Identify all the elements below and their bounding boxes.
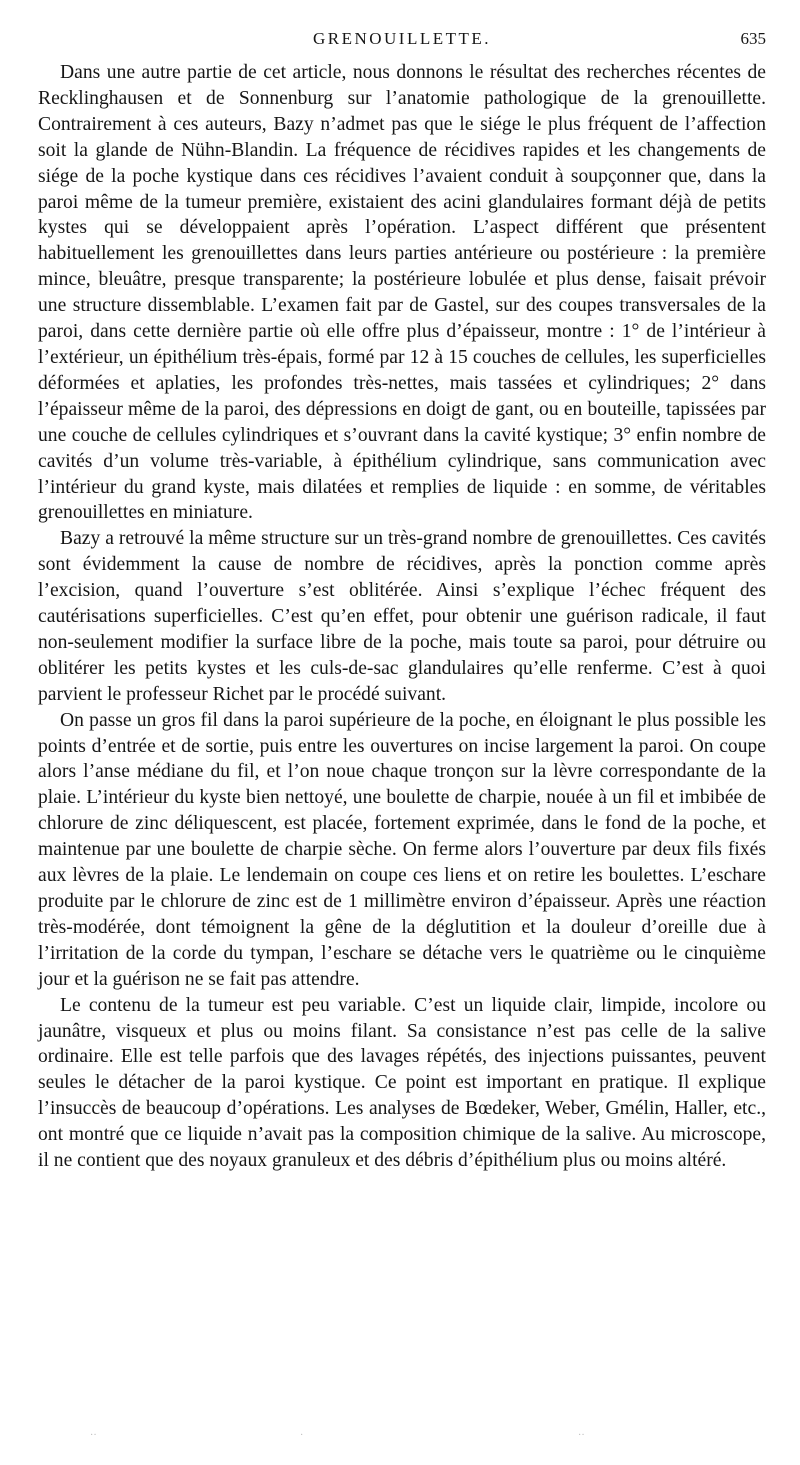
paragraph-2: Bazy a retrouvé la même structure sur un très-grand nombre de grenouillettes. Ces cavités sont évidemment la cause de nombre de récidives, après la ponction comme après l’excision, quand l’ouverture s’est oblitérée. Ainsi s’explique l’échec fréquent des cautérisations superficielles. C’est qu’en effet, pour obtenir une guérison radicale, il faut non-seulement modifier la surface libre de la poche, mais toute sa paroi, pour détruire ou oblitérer les petits kystes et les culs-de-sac glandulaires qu’elle renferme. C’est à quoi parvient le professeur Richet par le procédé suivant. [38,528,766,705]
running-title: GRENOUILLETTE. [312,29,492,48]
scan-speck: · [300,1430,304,1441]
book-page [38,26,766,1174]
running-head [38,26,766,60]
paragraph-1: Dans une autre partie de cet article, nous donnons le résultat des recherches récentes de Recklinghausen et de Sonnenburg sur l’anatomie pathologique de la grenouillette. Contrairement à ces auteurs, Bazy n’admet pas que le siége le plus fréquent de l’affection soit la glande de Nühn-Blandin. La fréquence de récidives rapides et les changements de siége de la poche kystique dans ces récidives l’avaient conduit à soupçonner que, dans la paroi même de la tumeur première, existaient des acini glandulaires formant déjà de petits kystes qui se développaient après l’opération. L’aspect différent que présentent habituellement les grenouillettes dans leurs parties antérieure ou postérieure : la première mince, bleuâtre, presque transparente; la postérieure lobulée et plus dense, faisait prévoir une structure dissemblable. L’examen fait par de Gastel, sur des coupes transversales de la paroi, dans cette dernière partie où elle offre plus d’épaisseur, montre : 1° de l’intérieur à l’extérieur, un épithélium très-épais, formé par 12 à 15 couches de cellules, les superficielles déformées et aplaties, les profondes très-nettes, mais tassées et cylindriques; 2° dans l’épaisseur même de la paroi, des dépressions en doigt de gant, ou en bouteille, tapissées par une couche de cellules cylindriques et s’ouvrant dans la cavité kystique; 3° enfin nombre de cavités d’un volume très-variable, à épithélium cylindrique, sans communication avec l’intérieur du grand kyste, mais dilatées et remplies de liquide : en somme, de véritables grenouillettes en miniature. [38,62,766,524]
scan-speck: ·· [90,1430,97,1441]
paragraph-4: Le contenu de la tumeur est peu variable. C’est un liquide clair, limpide, incolore ou jaunâtre, visqueux et plus ou moins filant. Sa consistance n’est pas celle de la salive ordinaire. Elle est telle parfois que des lavages répétés, des injections puissantes, peuvent seules le détacher de la paroi kystique. Ce point est important en pratique. Il explique l’insuccès de beaucoup d’opérations. Les analyses de Bœdeker, Weber, Gmélin, Haller, etc., ont montré que ce liquide n’avait pas la composition chimique de la salive. Au microscope, il ne contient que des noyaux granuleux et des débris d’épithélium plus ou moins altéré. [38,994,766,1172]
paragraph-3: On passe un gros fil dans la paroi supérieure de la poche, en éloignant le plus possible les points d’entrée et de sortie, puis entre les ouvertures on incise largement la paroi. On coupe alors l’anse médiane du fil, et l’on noue chaque tronçon sur la lèvre correspondante de la plaie. L’intérieur du kyste bien nettoyé, une boulette de charpie, nouée à un fil et imbibée de chlorure de zinc déliquescent, est placée, fortement exprimée, dans le fond de la poche, et maintenue par une boulette de charpie sèche. On ferme alors l’ouverture par deux fils fixés aux lèvres de la plaie. Le lendemain on coupe ces liens et on retire les boulettes. L’eschare produite par le chlorure de zinc est de 1 millimètre environ d’épaisseur. Après une réaction très-modérée, dont témoignent la gêne de la déglutition et la douleur d’oreille due à l’irritation de la corde du tympan, l’eschare se détache vers le quatrième ou le cinquième jour et la guérison ne se fait pas attendre. [38,709,766,990]
scan-edge-marks [0,1430,800,1450]
scan-speck: ·· [578,1430,585,1441]
page-number: 635 [740,29,766,48]
body-text [38,60,766,1174]
